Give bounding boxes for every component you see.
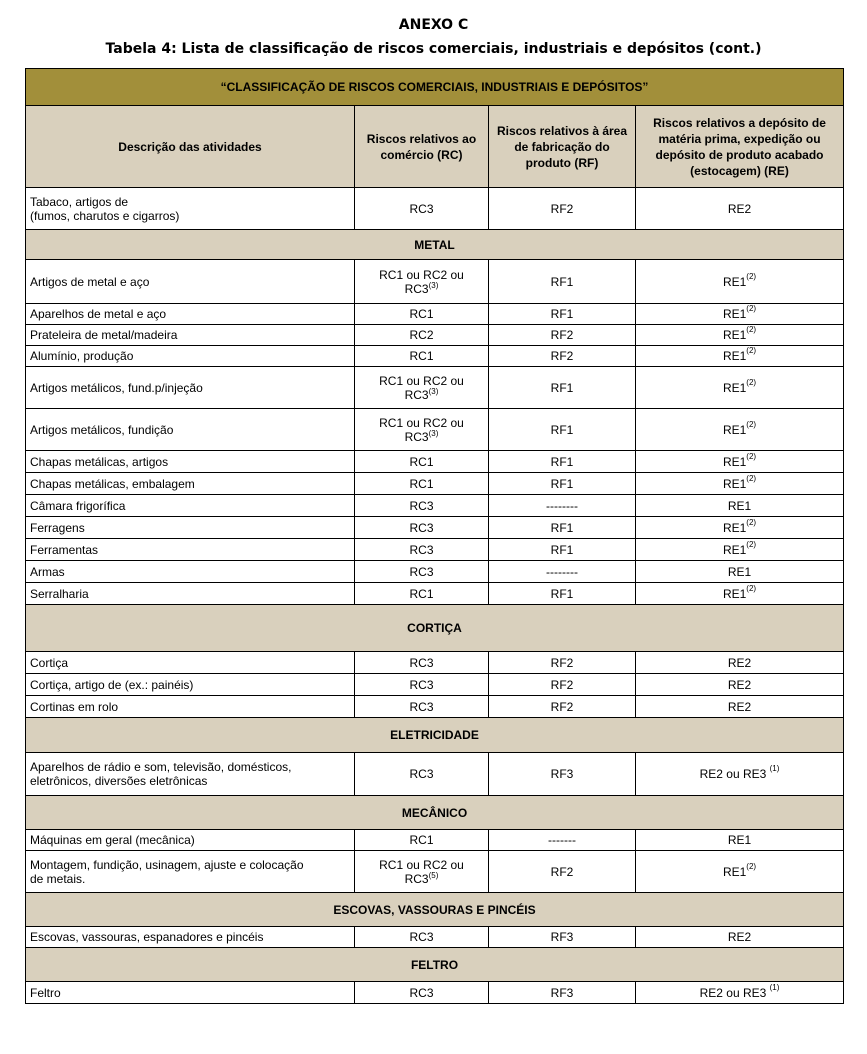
footnote-ref: (5) — [428, 870, 439, 880]
rf-cell: RF2 — [489, 674, 636, 696]
re-cell: RE2 — [636, 652, 844, 674]
table-row — [26, 451, 844, 473]
footnote-ref: (2) — [746, 377, 757, 387]
col-header-re: Riscos relativos a depósito de matéria prima, expedição ou depósito de produto acabado (estocagem) (RE) — [636, 106, 844, 188]
rf-cell: RF2 — [489, 652, 636, 674]
section-title-escovas: ESCOVAS, VASSOURAS E PINCÉIS — [26, 893, 844, 927]
footnote-ref: (1) — [769, 764, 780, 773]
activity-description: Artigos de metal e aço — [26, 260, 355, 304]
rc-cell: RC3 — [355, 188, 489, 230]
section-row — [26, 605, 844, 652]
activity-description: Artigos metálicos, fund.p/injeção — [26, 367, 355, 409]
table-row — [26, 851, 844, 893]
rc-cell: RC2 — [355, 325, 489, 346]
col-header-rc: Riscos relativos ao comércio (RC) — [355, 106, 489, 188]
description-line: Aparelhos de rádio e som, televisão, domésticos, — [30, 760, 292, 774]
section-title-feltro: FELTRO — [26, 948, 844, 982]
activity-description: Chapas metálicas, artigos — [26, 451, 355, 473]
annex-heading: ANEXO C — [398, 17, 469, 33]
table-caption: Tabela 4: Lista de classificação de riscos comerciais, industriais e depósitos (cont.) — [105, 41, 762, 57]
activity-description: Ferramentas — [26, 539, 355, 561]
col-header-rf: Riscos relativos à área de fabricação do produto (RF) — [489, 106, 636, 188]
section-row — [26, 718, 844, 753]
footnote-ref: (2) — [746, 473, 757, 483]
rf-cell: RF1 — [489, 517, 636, 539]
table-row — [26, 652, 844, 674]
risk-classification-table — [25, 68, 844, 1004]
rc-line: RC3 — [404, 387, 429, 402]
rc-cell — [355, 409, 489, 451]
rf-cell: ------- — [489, 830, 636, 851]
rc-cell: RC3 — [355, 495, 489, 517]
re-value: RE1 — [722, 328, 747, 342]
rf-cell: RF3 — [489, 982, 636, 1004]
rf-cell: RF2 — [489, 346, 636, 367]
footnote-ref: (3) — [428, 386, 439, 396]
re-value: RE1 — [722, 586, 747, 601]
description-line: de metais. — [30, 871, 86, 886]
rc-cell: RC3 — [355, 753, 489, 796]
activity-description: Armas — [26, 561, 355, 583]
rf-cell: RF1 — [489, 451, 636, 473]
table-row — [26, 260, 844, 304]
re-cell — [636, 325, 844, 346]
re-cell: RE2 — [636, 696, 844, 718]
table-row — [26, 539, 844, 561]
rf-cell: RF1 — [489, 367, 636, 409]
rc-cell: RC3 — [355, 561, 489, 583]
table-title: “CLASSIFICAÇÃO DE RISCOS COMERCIAIS, INDUSTRIAIS E DEPÓSITOS” — [26, 69, 844, 106]
rc-line: RC1 ou RC2 ou — [379, 857, 464, 872]
activity-description: Máquinas em geral (mecânica) — [26, 830, 355, 851]
rf-cell: RF2 — [489, 851, 636, 893]
footnote-ref: (2) — [746, 346, 757, 355]
table-row — [26, 495, 844, 517]
rc-cell: RC3 — [355, 982, 489, 1004]
re-value: RE1 — [722, 349, 747, 363]
table-row — [26, 473, 844, 495]
re-cell — [636, 982, 844, 1004]
re-cell — [636, 583, 844, 605]
re-value: RE1 — [722, 520, 747, 535]
section-row — [26, 948, 844, 982]
rc-line: RC1 ou RC2 ou — [379, 267, 464, 282]
col-header-description: Descrição das atividades — [26, 106, 355, 188]
section-title-eletricidade: ELETRICIDADE — [26, 718, 844, 753]
rc-cell: RC3 — [355, 652, 489, 674]
rc-cell: RC1 — [355, 451, 489, 473]
re-cell — [636, 346, 844, 367]
re-value: RE1 — [722, 422, 747, 437]
re-cell — [636, 473, 844, 495]
re-cell: RE2 — [636, 674, 844, 696]
activity-description — [26, 188, 355, 230]
activity-description: Chapas metálicas, embalagem — [26, 473, 355, 495]
rc-line: RC3 — [404, 429, 429, 444]
re-value: RE1 — [722, 476, 747, 491]
activity-description — [26, 753, 355, 796]
rc-line: RC1 ou RC2 ou — [379, 415, 464, 430]
re-value: RE1 — [722, 274, 747, 289]
rc-cell: RC3 — [355, 539, 489, 561]
re-cell: RE1 — [636, 495, 844, 517]
rc-cell: RC1 — [355, 346, 489, 367]
footnote-ref: (3) — [428, 428, 439, 438]
re-value: RE1 — [722, 542, 747, 557]
footnote-ref: (2) — [746, 271, 757, 281]
re-cell — [636, 409, 844, 451]
footnote-ref: (2) — [746, 583, 757, 593]
table-row — [26, 304, 844, 325]
description-line: Tabaco, artigos de — [30, 194, 129, 209]
activity-description — [26, 851, 355, 893]
rf-cell: RF2 — [489, 188, 636, 230]
table-row — [26, 561, 844, 583]
re-value: RE1 — [722, 864, 747, 879]
rc-cell: RC1 — [355, 583, 489, 605]
re-cell — [636, 304, 844, 325]
rc-cell — [355, 260, 489, 304]
rc-cell — [355, 367, 489, 409]
activity-description: Alumínio, produção — [26, 346, 355, 367]
rc-cell: RC1 — [355, 830, 489, 851]
re-cell: RE2 — [636, 927, 844, 948]
activity-description: Câmara frigorífica — [26, 495, 355, 517]
activity-description: Cortiça, artigo de (ex.: painéis) — [26, 674, 355, 696]
re-cell — [636, 260, 844, 304]
table-row — [26, 696, 844, 718]
re-cell — [636, 517, 844, 539]
footnote-ref: (2) — [746, 419, 757, 429]
section-title-cortica: CORTIÇA — [26, 605, 844, 652]
footnote-ref: (2) — [746, 861, 757, 871]
table-row — [26, 927, 844, 948]
re-value: RE2 ou RE3 — [699, 985, 767, 1000]
description-line: (fumos, charutos e cigarros) — [30, 208, 180, 223]
rf-cell: RF1 — [489, 260, 636, 304]
footnote-ref: (2) — [746, 304, 757, 313]
rc-cell: RC3 — [355, 674, 489, 696]
table-row — [26, 674, 844, 696]
footnote-ref: (2) — [746, 451, 757, 461]
rc-cell: RC3 — [355, 696, 489, 718]
rf-cell: -------- — [489, 561, 636, 583]
table-row — [26, 409, 844, 451]
section-row — [26, 796, 844, 830]
re-cell — [636, 451, 844, 473]
rf-cell: RF1 — [489, 409, 636, 451]
re-cell — [636, 851, 844, 893]
activity-description: Feltro — [26, 982, 355, 1004]
table-row — [26, 367, 844, 409]
table-row — [26, 982, 844, 1004]
rf-cell: RF2 — [489, 696, 636, 718]
footnote-ref: (2) — [746, 325, 757, 334]
re-value: RE2 ou RE3 — [699, 767, 767, 781]
rc-cell: RC3 — [355, 927, 489, 948]
rc-line: RC3 — [404, 871, 429, 886]
re-value: RE1 — [722, 380, 747, 395]
re-cell — [636, 753, 844, 796]
rf-cell: RF1 — [489, 583, 636, 605]
header-row — [26, 106, 844, 188]
rc-cell: RC1 — [355, 304, 489, 325]
table-row — [26, 346, 844, 367]
re-cell: RE1 — [636, 830, 844, 851]
rf-cell: RF1 — [489, 304, 636, 325]
rf-cell: RF3 — [489, 927, 636, 948]
rc-cell: RC1 — [355, 473, 489, 495]
rc-line: RC3 — [404, 281, 429, 296]
rc-line: RC1 ou RC2 ou — [379, 373, 464, 388]
activity-description: Serralharia — [26, 583, 355, 605]
rf-cell: -------- — [489, 495, 636, 517]
description-line: Montagem, fundição, usinagem, ajuste e colocação — [30, 857, 304, 872]
activity-description: Cortiça — [26, 652, 355, 674]
re-cell — [636, 367, 844, 409]
footnote-ref: (2) — [746, 539, 757, 549]
footnote-ref: (3) — [428, 280, 439, 290]
re-cell: RE2 — [636, 188, 844, 230]
table-row — [26, 753, 844, 796]
activity-description: Aparelhos de metal e aço — [26, 304, 355, 325]
table-row — [26, 188, 844, 230]
footnote-ref: (2) — [746, 517, 757, 527]
rf-cell: RF1 — [489, 473, 636, 495]
re-value: RE1 — [722, 307, 747, 321]
activity-description: Artigos metálicos, fundição — [26, 409, 355, 451]
activity-description: Cortinas em rolo — [26, 696, 355, 718]
description-line: eletrônicos, diversões eletrônicas — [30, 774, 208, 788]
table-row — [26, 830, 844, 851]
section-row — [26, 893, 844, 927]
re-value: RE1 — [722, 454, 747, 469]
re-cell: RE1 — [636, 561, 844, 583]
rc-cell: RC3 — [355, 517, 489, 539]
table-row — [26, 325, 844, 346]
activity-description: Ferragens — [26, 517, 355, 539]
rf-cell: RF3 — [489, 753, 636, 796]
rf-cell: RF2 — [489, 325, 636, 346]
section-title-mecanico: MECÂNICO — [26, 796, 844, 830]
rf-cell: RF1 — [489, 539, 636, 561]
section-title-metal: METAL — [26, 230, 844, 260]
table-row — [26, 517, 844, 539]
activity-description: Prateleira de metal/madeira — [26, 325, 355, 346]
table-title-row — [26, 69, 844, 106]
rc-cell — [355, 851, 489, 893]
section-row — [26, 230, 844, 260]
re-cell — [636, 539, 844, 561]
table-row — [26, 583, 844, 605]
activity-description: Escovas, vassouras, espanadores e pincéis — [26, 927, 355, 948]
footnote-ref: (1) — [769, 982, 780, 992]
